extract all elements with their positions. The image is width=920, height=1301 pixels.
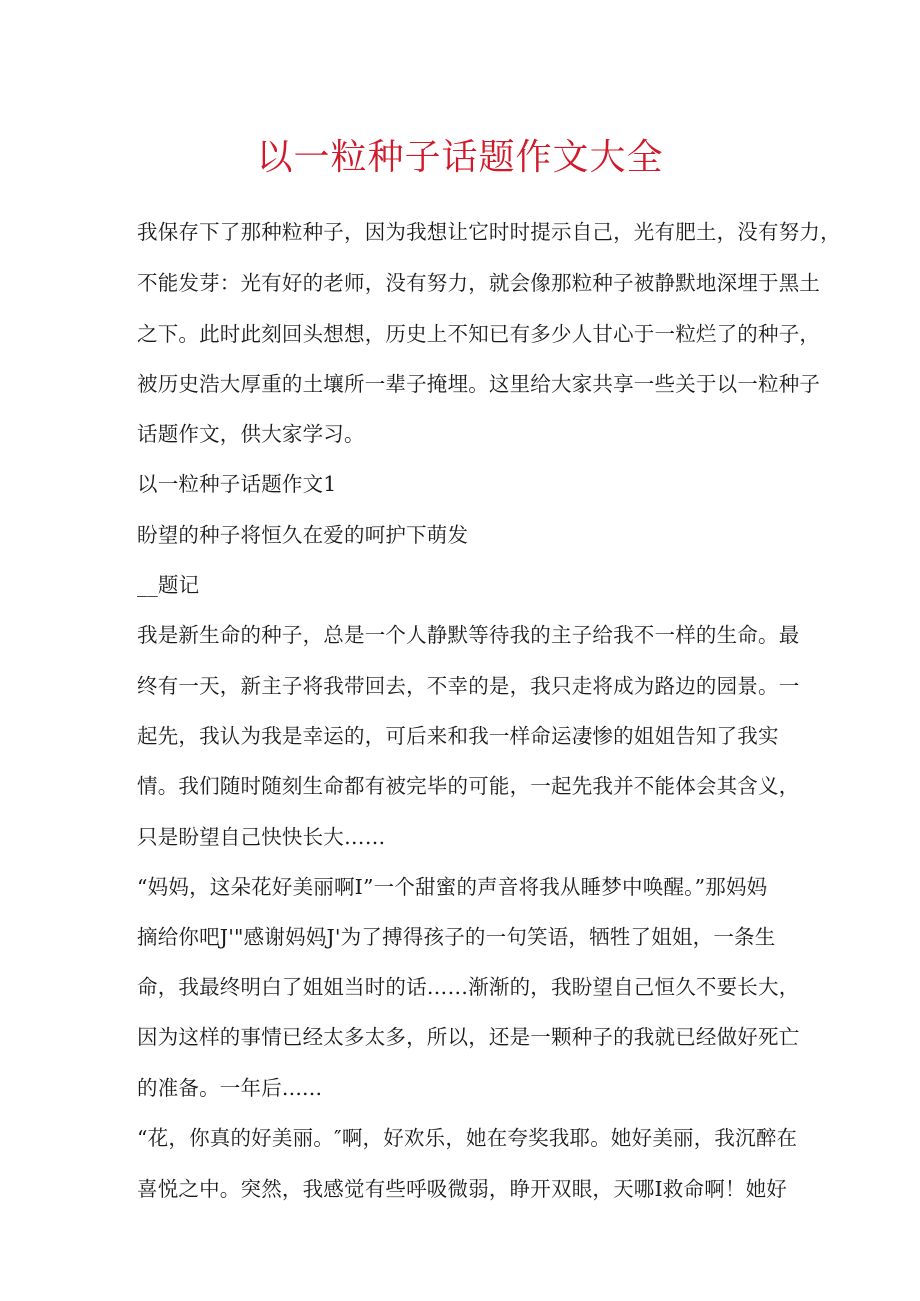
body-line: 命，我最终明白了姐姐当时的话……渐渐的，我盼望自己恒久不要长大， [137, 975, 800, 999]
body-line: “花，你真的好美丽。″啊，好欢乐，她在夸奖我耶。她好美丽，我沉醉在 [137, 1126, 798, 1150]
body-line: 因为这样的事情已经太多太多，所以，还是一颗种子的我就已经做好死亡 [137, 1025, 800, 1049]
body-line: 起先，我认为我是幸运的，可后来和我一样命运凄惨的姐姐告知了我实 [137, 724, 779, 748]
body-line: 话题作文，供大家学习。 [137, 422, 365, 446]
body-line: 摘给你吧J'"感谢妈妈J'为了搏得孩子的一句笑语，牺牲了姐姐，一条生 [137, 925, 776, 949]
page-title: 以一粒种子话题作文大全 [256, 137, 664, 178]
body-line: 情。我们随时随刻生命都有被完毕的可能，一起先我并不能体会其含义， [137, 774, 800, 798]
body-line: 的准备。一年后...... [137, 1076, 323, 1100]
essay-subtitle: 盼望的种子将恒久在爱的呵护下萌发 [137, 523, 469, 547]
body-line: 只是盼望自己快快长大…… [137, 825, 386, 849]
section-heading: 以一粒种子话题作文1 [137, 472, 337, 496]
body-line: 被历史浩大厚重的土壤所一辈子掩埋。这里给大家共享一些关于以一粒种子 [137, 372, 821, 396]
body-line: “妈妈，这朵花好美丽啊I”一个甜蜜的声音将我从睡梦中唤醒。”那妈妈 [137, 875, 768, 899]
body-line: 不能发芽：光有好的老师，没有努力，就会像那粒种子被静默地深埋于黑土 [137, 271, 821, 295]
body-line: 我保存下了那种粒种子，因为我想让它时时提示自己，光有肥土，没有努力， [137, 220, 841, 244]
body-line: 之下。此时此刻回头想想，历史上不知已有多少人甘心于一粒烂了的种子， [137, 322, 821, 346]
body-line: 喜悦之中。突然，我感觉有些呼吸微弱，睁开双眼，天哪I救命啊！她好 [137, 1177, 787, 1201]
epigraph-label: __题记 [137, 573, 200, 597]
body-line: 我是新生命的种子，总是一个人静默等待我的主子给我不一样的生命。最 [137, 623, 800, 647]
body-line: 终有一天，新主子将我带回去，不幸的是，我只走将成为路边的园景。一 [137, 674, 800, 698]
